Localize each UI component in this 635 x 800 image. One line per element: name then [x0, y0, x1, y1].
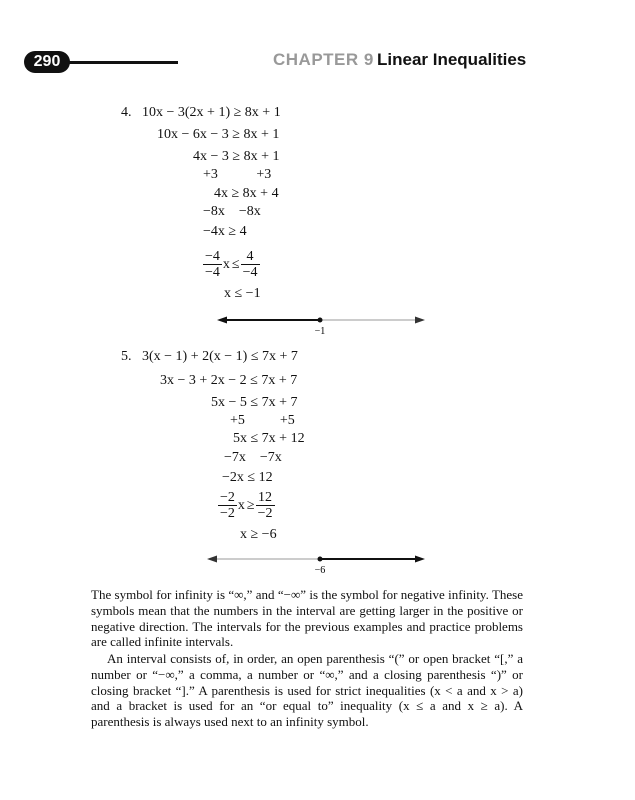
fraction-relation: ≥: [246, 497, 255, 513]
problem-4-step: 10x − 3(2x + 1) ≥ 8x + 1: [142, 105, 281, 120]
header-rule: [66, 61, 178, 64]
fraction-numerator: 12: [256, 490, 275, 506]
left-arrow-icon: [207, 556, 217, 563]
problem-4-step: 4x ≥ 8x + 4: [214, 186, 279, 201]
paragraph-infinity: The symbol for infinity is “∞,” and “−∞” is the symbol for negative infinity. These symbols mean that the numbers in the interval are getting larger in the positive or negative direction. The intervals for the previous examples and practice problems are called infinite intervals.: [91, 587, 523, 650]
problem-5-step: 3(x − 1) + 2(x − 1) ≤ 7x + 7: [142, 349, 298, 364]
right-arrow-icon: [415, 317, 425, 324]
fraction-denominator: −4: [205, 265, 220, 280]
problem-5-step: +5 +5: [230, 413, 295, 428]
fraction-relation: ≤: [231, 256, 240, 272]
fraction-variable: x: [222, 256, 230, 272]
problem-4-step: −4x ≥ 4: [203, 224, 247, 239]
problem-5-step: −7x −7x: [224, 450, 282, 465]
fraction-denominator: −2: [220, 506, 235, 521]
problem-4-step: −8x −8x: [203, 204, 261, 219]
fraction-denominator: −2: [257, 506, 273, 521]
tick-label: −1: [314, 326, 326, 336]
closed-endpoint: [318, 557, 323, 562]
right-arrow-icon: [415, 556, 425, 563]
paragraph-interval: An interval consists of, in order, an open parenthesis “(” or open bracket “[,” a number or “−∞,” a comma, a number or “∞,” and a closing parenthesis “)” or closing bracket “].” A parenthesis is used for strict inequalities (x < a and x > a) and a bracket is used for an “or equal to” inequality (x ≤ a and x ≥ a). A parenthesis is always used next to an infinity symbol.: [91, 651, 523, 730]
number-line-2: [205, 551, 430, 575]
problem-4-step: +3 +3: [203, 167, 272, 182]
problem-5-step: 5x − 5 ≤ 7x + 7: [211, 395, 298, 410]
tick-label: −6: [314, 565, 326, 575]
problem-4-answer: x ≤ −1: [224, 286, 261, 301]
problem-5-number: 5.: [121, 349, 132, 364]
fraction-denominator: −4: [242, 265, 258, 280]
problem-5-step: 3x − 3 + 2x − 2 ≤ 7x + 7: [160, 373, 298, 388]
left-arrow-icon: [217, 317, 227, 324]
problem-5-answer: x ≥ −6: [240, 527, 277, 542]
chapter-title: Linear Inequalities: [377, 50, 527, 69]
problem-4-step: 10x − 6x − 3 ≥ 8x + 1: [157, 127, 280, 142]
fraction-variable: x: [237, 497, 245, 513]
fraction-numerator: 4: [241, 249, 260, 265]
problem-5-step: −2x ≤ 12: [222, 470, 273, 485]
fraction-numerator: −4: [205, 249, 220, 264]
closed-endpoint: [318, 318, 323, 323]
chapter-label: CHAPTER 9: [273, 50, 374, 69]
problem-4-step: 4x − 3 ≥ 8x + 1: [193, 149, 280, 164]
number-line-1: [215, 312, 430, 336]
problem-5-step: 5x ≤ 7x + 12: [233, 431, 305, 446]
problem-4-number: 4.: [121, 105, 132, 120]
page-number-badge: 290: [24, 51, 70, 73]
problem-4-fraction-step: [203, 249, 260, 280]
fraction-numerator: −2: [220, 490, 235, 505]
problem-5-fraction-step: [218, 490, 275, 521]
